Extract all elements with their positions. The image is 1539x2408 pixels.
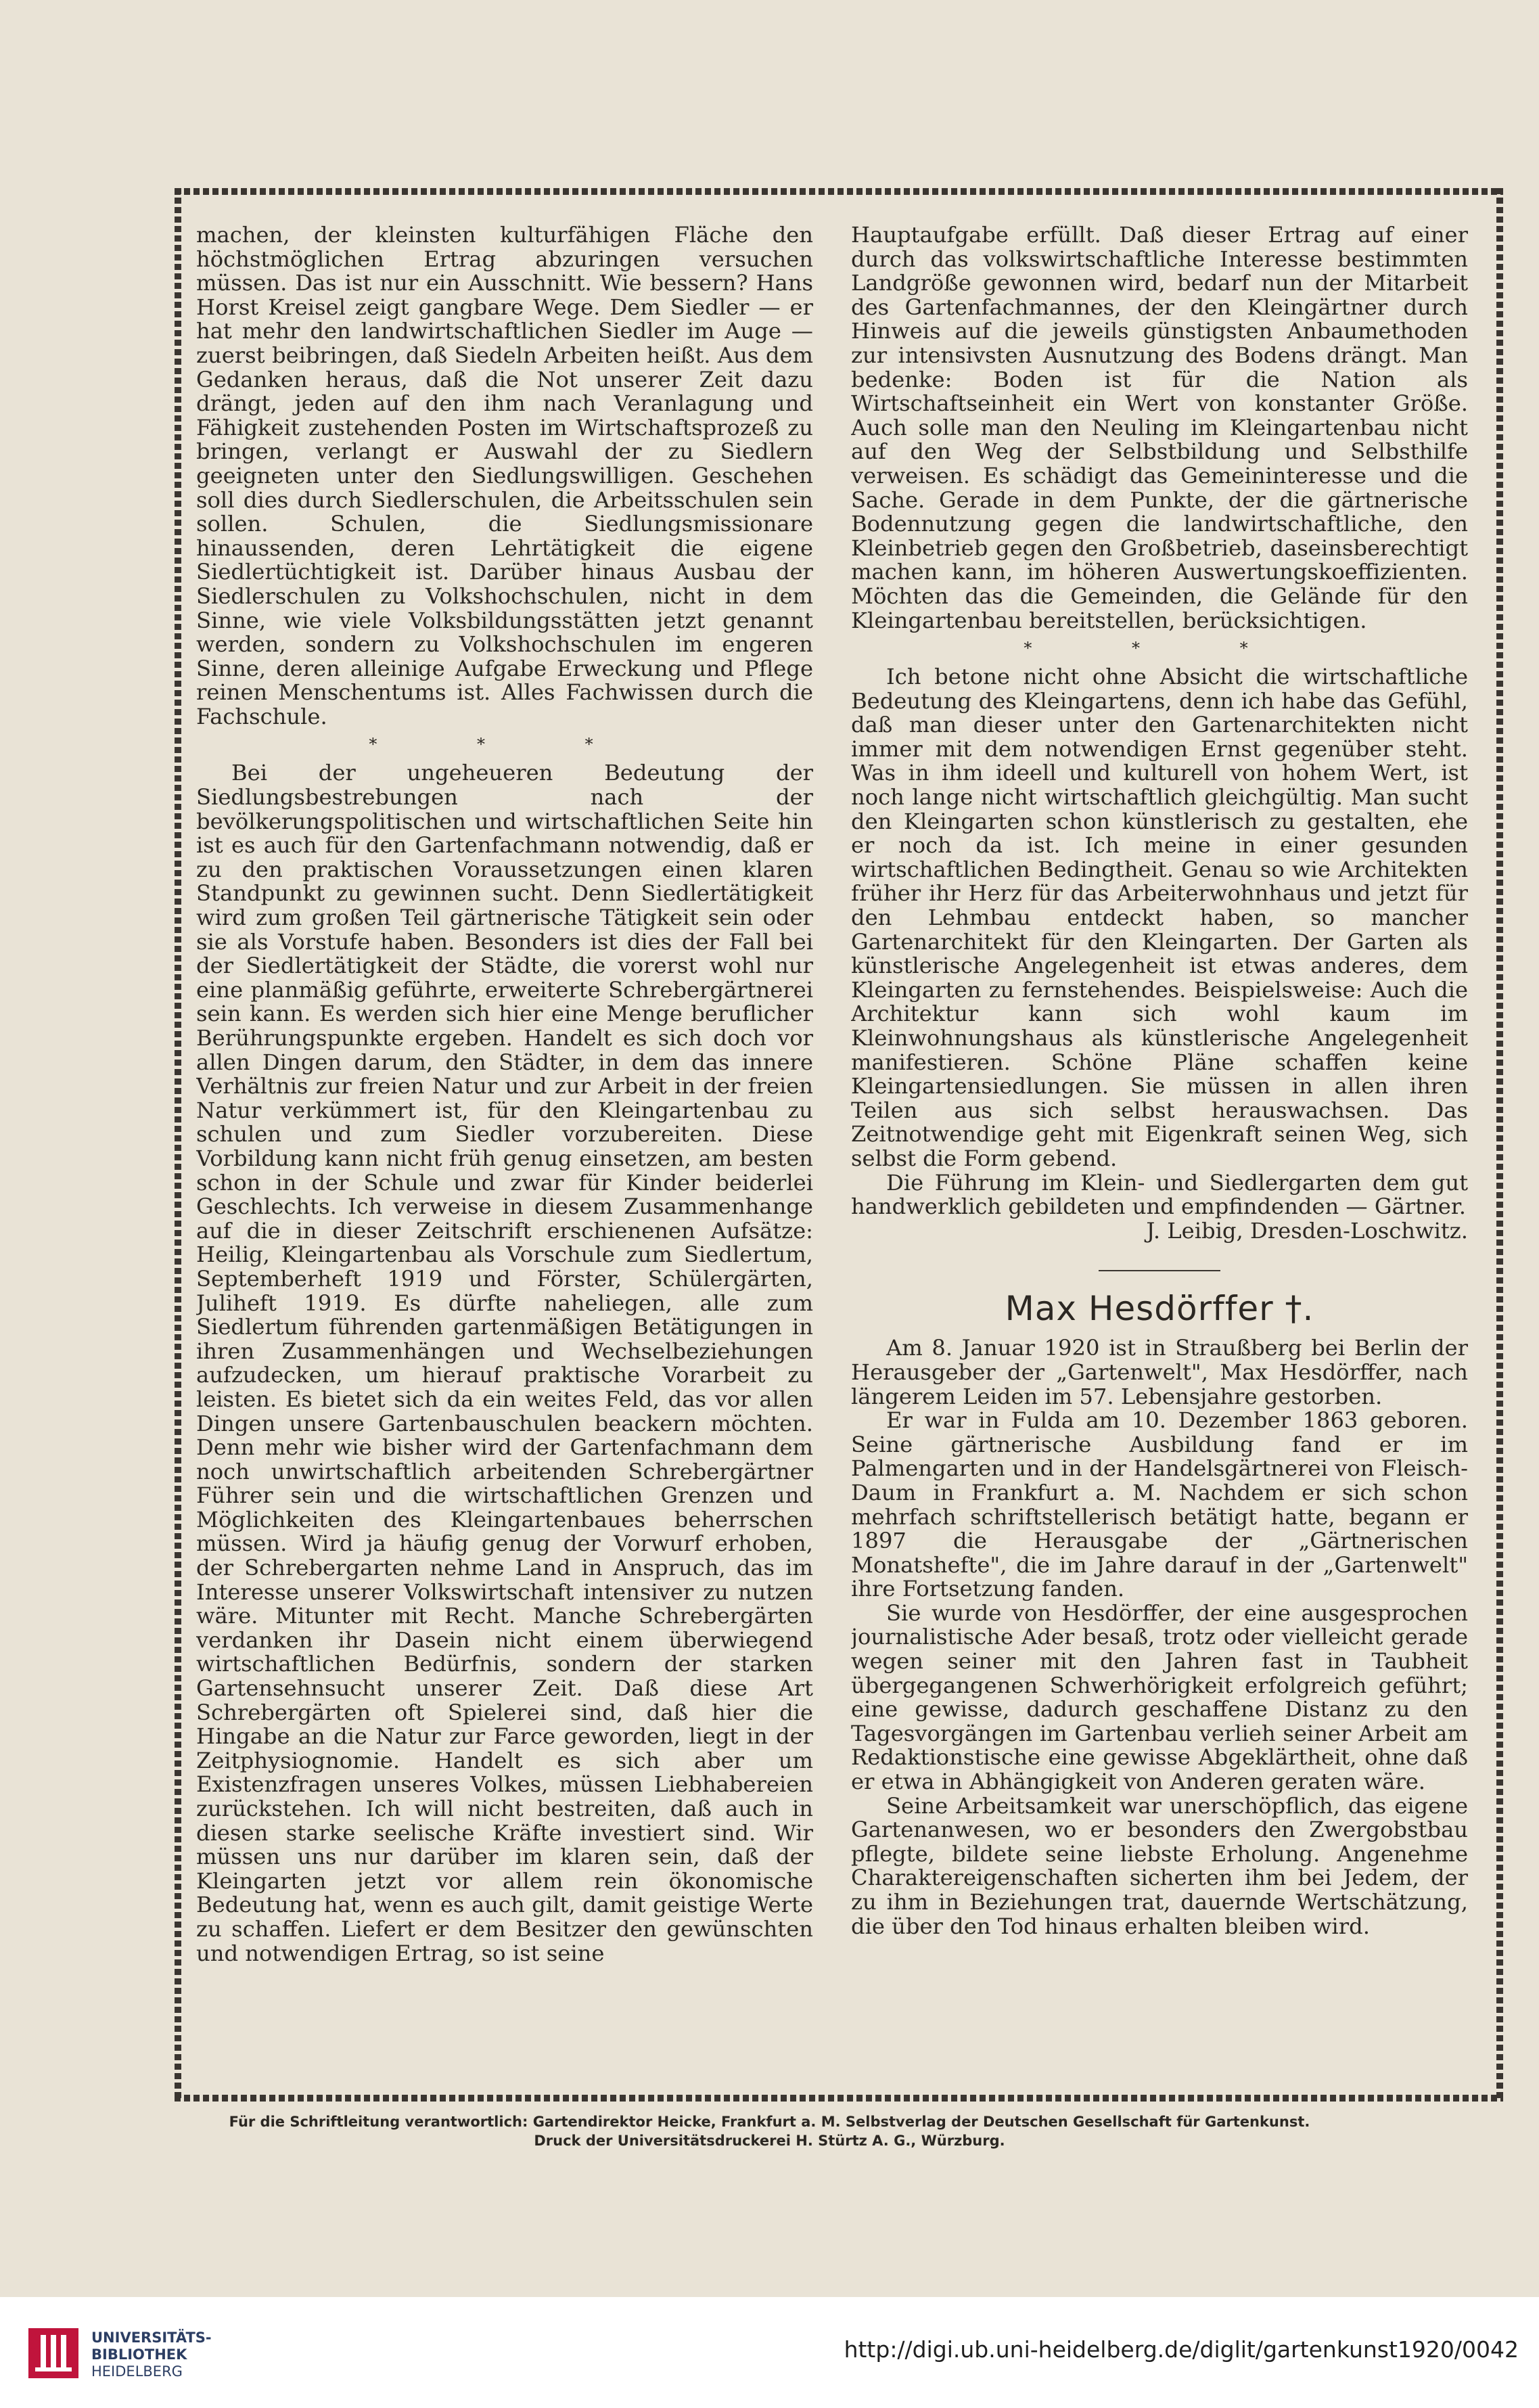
right-section-divider	[851, 641, 1468, 656]
library-name[interactable]	[91, 2330, 212, 2380]
library-name-line-2: BIBLIOTHEK	[91, 2346, 187, 2363]
right-paragraph-1: Hauptaufgabe erfüllt. Daß dieser Ertrag auf einer durch das volkswirtschaftliche Interesse bestimmten Landgröße gewonnen wird, bedarf nun der Mitarbeit des Gartenfachmannes, der den Kleingärtner durch Hinweis auf die jeweils günstigsten Anbaumethoden zur intensivsten Ausnutzung des Bodens drängt. Man bedenke: Boden ist für die Nation als Wirtschaftseinheit ein Wert von konstanter Größe. Auch solle man den Neuling im Kleingartenbau nicht auf den Weg der Selbstbildung und Selbsthilfe verweisen. Es schädigt das Gemeininteresse und die Sache. Gerade in dem Punkte, der die gärtnerische Bodennutzung gegen die landwirtschaftliche, den Kleinbetrieb gegen den Großbetrieb, daseinsberechtigt machen kann, im höheren Auswertungskoeffizienten. Möchten das die Gemeinden, die Gelände für den Kleingartenbau bereitstellen, berücksichtigen.	[851, 223, 1468, 633]
left-column	[196, 223, 813, 2064]
border-right	[1496, 188, 1503, 2102]
imprint-line-2: Druck der Universitätsdruckerei H. Stürtz A. G., Würzburg.	[534, 2133, 1005, 2149]
imprint-line-1: Für die Schriftleitung verantwortlich: Gartendirektor Heicke, Frankfurt a. M. Selbstverlag der Deutschen Gesellschaft für Gartenkunst.	[229, 2114, 1310, 2130]
obituary-paragraph-1: Am 8. Januar 1920 ist in Straußberg bei Berlin der Herausgeber der „Gartenwelt", Max Hesdörffer, nach längerem Leiden im 57. Lebensjahre gestorben.	[851, 1335, 1468, 1409]
left-section-divider	[196, 737, 813, 752]
left-paragraph-1: machen, der kleinsten kulturfähigen Fläche den höchstmöglichen Ertrag abzuringen versuchen müssen. Das ist nur ein Ausschnitt. Wie bessern? Hans Horst Kreisel zeigt gangbare Wege. Dem Siedler — er hat mehr den landwirtschaftlichen Siedler im Auge — zuerst beibringen, daß Siedeln Arbeiten heißt. Aus dem Gedanken heraus, daß die Not unserer Zeit dazu drängt, jeden auf den ihm nach Veranlagung und Fähigkeit zustehenden Posten im Wirtschaftsprozeß zu bringen, verlangt er Auswahl der zu Siedlern geeigneten unter den Siedlungswilligen. Geschehen soll dies durch Siedlerschulen, die Arbeitsschulen sein sollen. Schulen, die Siedlungsmissionare hinaussenden, deren Lehrtätigkeit die eigene Siedlertüchtigkeit ist. Darüber hinaus Ausbau der Siedlerschulen zu Volkshochschulen, nicht in dem Sinne, wie viele Volksbildungsstätten jetzt genannt werden, sondern zu Volkshochschulen im engeren Sinne, deren alleinige Aufgabe Erweckung und Pflege reinen Menschentums ist. Alles Fachwissen durch die Fachschule.	[196, 223, 813, 729]
library-name-line-1: UNIVERSITÄTS-	[91, 2330, 212, 2346]
obituary-heading: Max Hesdörffer †.	[1005, 1289, 1314, 1329]
section-rule	[1099, 1270, 1220, 1271]
border-left	[175, 188, 181, 2102]
left-paragraph-2: Bei der ungeheueren Bedeutung der Siedlungsbestrebungen nach der bevölkerungspolitischen und wirtschaftlichen Seite hin ist es auch für den Gartenfachmann notwendig, daß er zu den praktischen Voraussetzungen einen klaren Standpunkt zu gewinnen sucht. Denn Siedlertätigkeit wird zum großen Teil gärtnerische Tätigkeit sein oder sie als Vorstufe haben. Besonders ist dies der Fall bei der Siedlertätigkeit der Städte, die vorerst wohl nur eine planmäßig geführte, erweiterte Schrebergärtnerei sein kann. Es werden sich hier eine Menge beruflicher Berührungspunkte ergeben. Handelt es sich doch vor allen Dingen darum, den Städter, in dem das innere Verhältnis zur freien Natur und zur Arbeit in der freien Natur verkümmert ist, für den Kleingartenbau zu schulen und zum Siedler vorzubereiten. Diese Vorbildung kann nicht früh genug einsetzen, am besten schon in der Schule und zwar für Kinder beiderlei Geschlechts. Ich verweise in diesem Zusammenhange auf die in dieser Zeitschrift erschienenen Aufsätze: Heilig, Kleingartenbau als Vorschule zum Siedlertum, Septemberheft 1919 und Förster, Schülergärten, Juliheft 1919. Es dürfte naheliegen, alle zum Siedlertum führenden gartenmäßigen Betätigungen in ihren Zusammenhängen und Wechselbeziehungen aufzudecken, um hierauf praktische Vorarbeit zu leisten. Es bietet sich da ein weites Feld, das vor allen Dingen unsere Gartenbauschulen beackern möchten. Denn mehr wie bisher wird der Gartenfachmann dem noch unwirtschaftlich arbeitenden Schrebergärtner Führer sein und die wirtschaftlichen Grenzen und Möglichkeiten des Kleingartenbaues beherrschen müssen. Wird ja häufig genug der Vorwurf erhoben, der Schrebergarten nehme Land in Anspruch, das im Interesse unserer Volkswirtschaft intensiver zu nutzen wäre. Mitunter mit Recht. Manche Schrebergärten verdanken ihr Dasein nicht einem überwiegend wirtschaftlichen Bedürfnis, sondern der starken Gartensehnsucht unserer Zeit. Daß diese Art Schrebergärten oft Spielerei sind, daß hier die Hingabe an die Natur zur Farce geworden, liegt in der Zeitphysiognomie. Handelt es sich aber um Existenzfragen unseres Volkes, müssen Liebhabereien zurückstehen. Ich will nicht bestreiten, daß auch in diesen starke seelische Kräfte investiert sind. Wir müssen uns nur darüber im klaren sein, daß der Kleingarten jetzt vor allem rein ökonomische Bedeutung hat, wenn es auch gilt, damit geistige Werte zu schaffen. Liefert er dem Besitzer den gewünschten und notwendigen Ertrag, so ist seine	[196, 760, 813, 1966]
permalink-url[interactable]: http://digi.ub.uni-heidelberg.de/diglit/gartenkunst1920/0042	[844, 2336, 1519, 2363]
library-name-line-3: HEIDELBERG	[91, 2363, 183, 2380]
border-top	[175, 188, 1503, 195]
obituary-paragraph-2: Er war in Fulda am 10. Dezember 1863 geboren. Seine gärtnerische Ausbildung fand er im Palmengarten und in der Handelsgärtnerei von Fleisch-Daum in Frankfurt a. M. Nachdem er sich schon mehrfach schriftstellerisch betätigt hatte, begann er 1897 die Herausgabe der „Gärtnerischen Monatshefte", die im Jahre darauf in der „Gartenwelt" ihre Fortsetzung fanden.	[851, 1407, 1468, 1602]
border-bottom	[175, 2095, 1503, 2102]
imprint	[81, 2112, 1458, 2150]
obituary-paragraph-3: Sie wurde von Hesdörffer, der eine ausgesprochen journalistische Ader besaß, trotz oder vielleicht gerade wegen seiner mit den Jahren fast in Taubheit übergegangenen Schwerhörigkeit erfolgreich geführt; eine gewisse, dadurch geschaffene Distanz zu den Tagesvorgängen im Gartenbau verlieh seiner Arbeit am Redaktionstische eine gewisse Abgeklärtheit, ohne daß er etwa in Abhängigkeit von Anderen geraten wäre.	[851, 1599, 1468, 1795]
obituary-paragraph-4: Seine Arbeitsamkeit war unerschöpflich, das eigene Gartenanwesen, wo er besonders den Zwergobstbau pflegte, bildete seine liebste Erholung. Angenehme Charaktereigenschaften sicherten ihm bei Jedem, der zu ihm in Beziehungen trat, dauernde Wertschätzung, die über den Tod hinaus erhalten bleiben wird.	[851, 1792, 1468, 1939]
right-column	[851, 223, 1468, 2064]
right-divider-stars: * * *	[1024, 639, 1295, 658]
right-paragraph-2: Ich betone nicht ohne Absicht die wirtschaftliche Bedeutung des Kleingartens, denn ich habe das Gefühl, daß man dieser unter den Gartenarchitekten nicht immer mit dem notwendigen Ernst gegenüber steht. Was in ihm ideell und kulturell von hohem Wert, ist noch lange nicht wirtschaftlich gleichgültig. Man sucht den Kleingarten schon künstlerisch zu gestalten, ehe er noch da ist. Ich meine in einer gesunden wirtschaftlichen Bedingtheit. Genau so wie Architekten früher ihr Herz für das Arbeiterwohnhaus und jetzt für den Lehmbau entdeckt haben, so mancher Gartenarchitekt für den Kleingarten. Der Garten als künstlerische Angelegenheit ist etwas anderes, dem Kleingarten zu fernstehendes. Beispielsweise: Auch die Architektur kann sich wohl kaum im Kleinwohnungshaus als künstlerische Angelegenheit manifestieren. Schöne Pläne schaffen keine Kleingartensiedlungen. Sie müssen in allen ihren Teilen aus sich selbst herauswachsen. Das Zeitnotwendige geht mit Eigenkraft seinen Weg, sich selbst die Form gebend.	[851, 664, 1468, 1171]
author-signature-row	[851, 1219, 1468, 1244]
author-signature: J. Leibig, Dresden-Loschwitz.	[1146, 1217, 1468, 1244]
right-paragraph-3: Die Führung im Klein- und Siedlergarten dem gut handwerklich gebildeten und empfindenden — Gärtner.	[851, 1169, 1468, 1220]
viewer-footer	[0, 2297, 1539, 2408]
left-divider-stars: * * *	[369, 735, 641, 754]
ornamental-border-frame	[175, 188, 1503, 2102]
university-library-logo-icon[interactable]	[26, 2325, 81, 2381]
